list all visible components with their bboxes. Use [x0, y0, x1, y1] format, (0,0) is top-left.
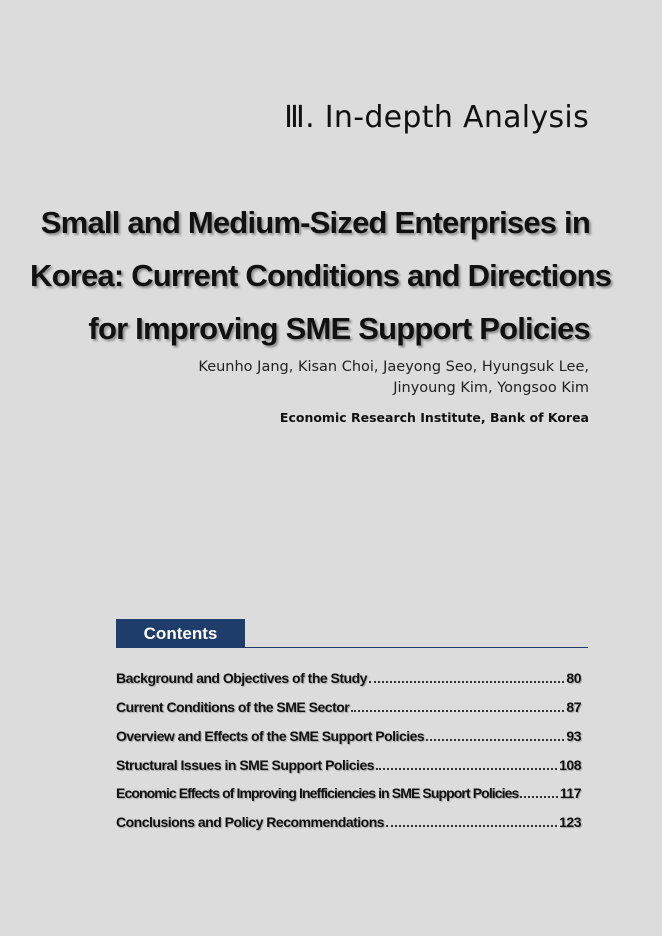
toc-entry-label: Conclusions and Policy Recommendations	[116, 814, 385, 831]
toc-entry[interactable]	[116, 756, 581, 785]
toc-entry-label: Background and Objectives of the Study	[116, 670, 367, 687]
toc-entry[interactable]	[116, 728, 581, 757]
toc-leader-dots	[386, 814, 557, 827]
toc-entry[interactable]	[116, 699, 581, 728]
toc-leader-dots	[426, 728, 564, 741]
toc-entry-label: Current Conditions of the SME Sector	[116, 698, 350, 715]
contents-heading: Contents	[116, 619, 245, 648]
table-of-contents	[116, 670, 581, 843]
toc-entry[interactable]	[116, 670, 581, 699]
toc-leader-dots	[376, 756, 557, 769]
contents-divider	[116, 647, 588, 648]
toc-entry-page: 123	[559, 814, 581, 831]
affiliation: Economic Research Institute, Bank of Korea	[279, 410, 589, 425]
toc-entry-page: 80	[566, 670, 581, 687]
toc-entry-page: 93	[566, 727, 581, 744]
title-line: Small and Medium-Sized Enterprises in	[40, 205, 590, 240]
title-line: Korea: Current Conditions and Directions	[30, 258, 612, 293]
toc-leader-dots	[520, 785, 557, 798]
toc-entry-label: Structural Issues in SME Support Policies	[116, 756, 375, 773]
toc-entry-page: 87	[566, 698, 581, 715]
authors-line: Jinyoung Kim, Yongsoo Kim	[393, 380, 589, 396]
toc-entry[interactable]	[116, 785, 581, 814]
toc-leader-dots	[369, 670, 564, 683]
toc-entry-page: 108	[559, 756, 581, 773]
toc-entry-page: 117	[559, 785, 581, 802]
paper-title	[30, 196, 612, 355]
authors-line: Keunho Jang, Kisan Choi, Jaeyong Seo, Hyungsuk Lee,	[198, 359, 589, 375]
toc-entry-label: Overview and Effects of the SME Support Policies	[116, 727, 425, 744]
toc-entry[interactable]	[116, 814, 581, 843]
authors	[139, 357, 589, 399]
title-line: for Improving SME Support Policies	[88, 311, 590, 346]
section-heading: Ⅲ. In-depth Analysis	[284, 100, 589, 135]
toc-entry-label: Economic Effects of Improving Inefficiencies in SME Support Policies	[116, 785, 519, 802]
toc-leader-dots	[351, 699, 564, 712]
